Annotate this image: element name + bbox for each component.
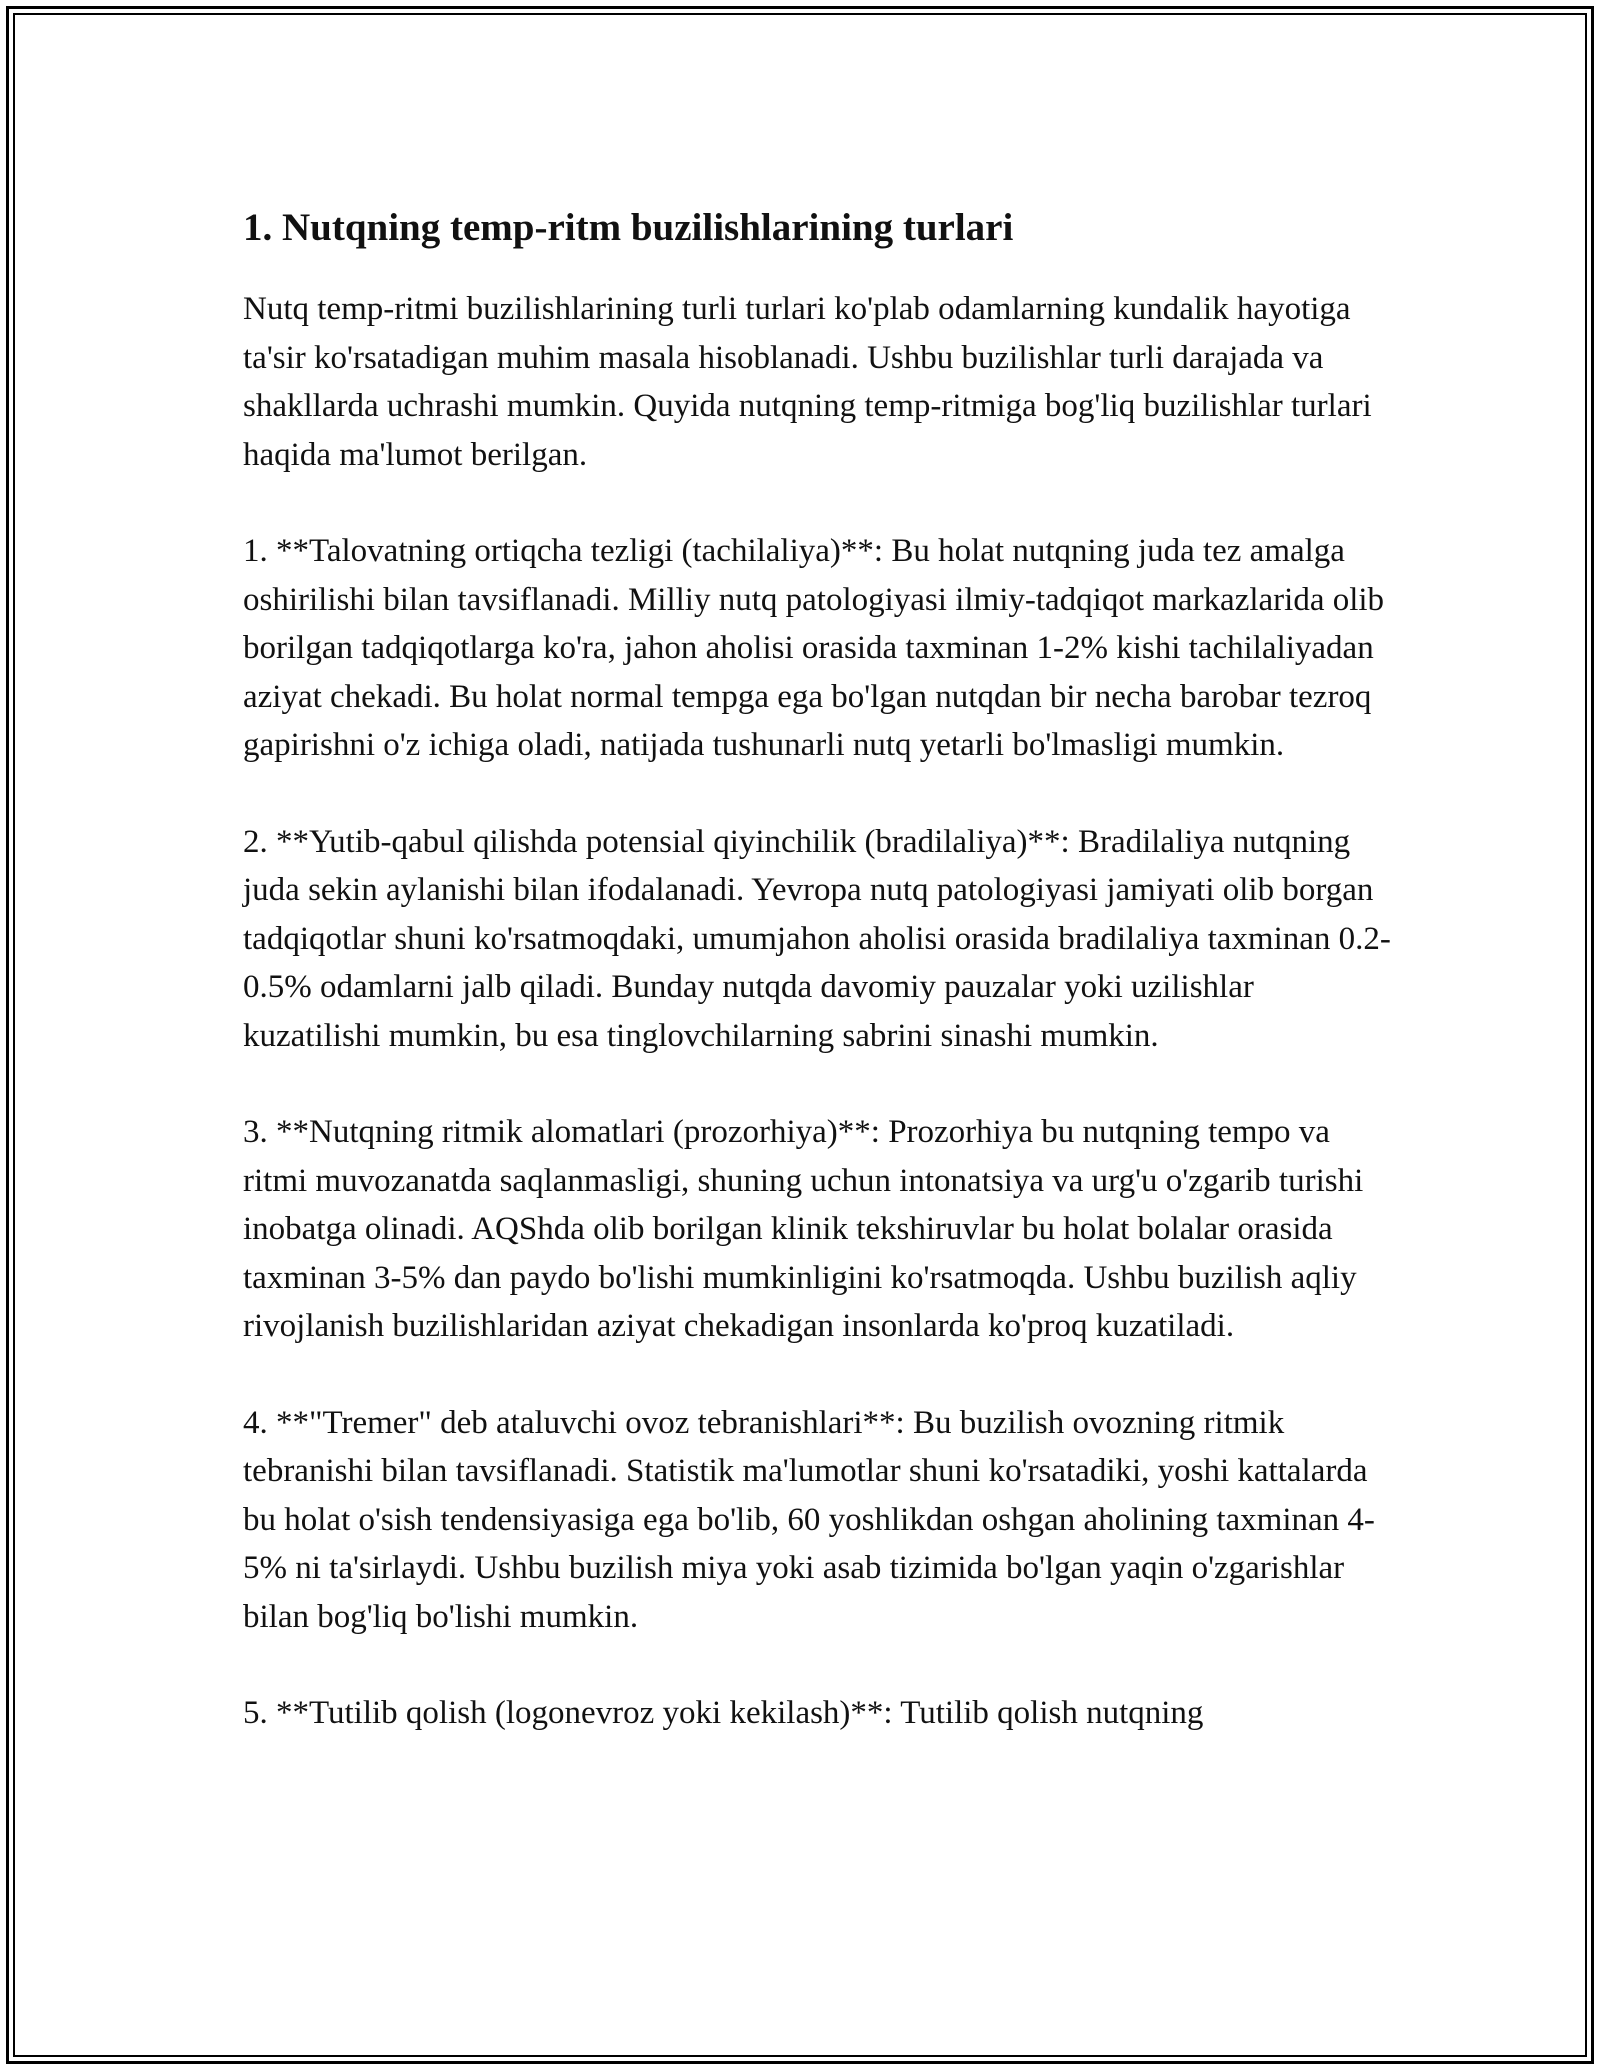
paragraph-bradilaliya: 2. **Yutib-qabul qilishda potensial qiyinchilik (bradilaliya)**: Bradilaliya nutqning juda sekin aylanishi bilan ifodalanadi. Yevropa nutq patologiyasi jamiyati olib borgan tadqiqotlar shuni ko'rsatmoqdaki, umumjahon aholisi orasida bradilaliya taxminan 0.2-0.5% odamlarni jalb qiladi. Bunday nutqda davomiy pauzalar yoki uzilishlar kuzatilishi mumkin, bu esa tinglovchilarning sabrini sinashi mumkin. <box>243 823 1391 1054</box>
page-title: 1. Nutqning temp-ritm buzilishlarining turlari <box>243 206 1014 249</box>
page-frame-inner <box>13 13 1587 2057</box>
paragraph-tutilib-qolish: 5. **Tutilib qolish (logonevroz yoki kekilash)**: Tutilib qolish nutqning <box>243 1695 1204 1731</box>
page-frame-outer <box>6 6 1594 2064</box>
intro-paragraph: Nutq temp-ritmi buzilishlarining turli turlari ko'plab odamlarning kundalik hayotiga ta'sir ko'rsatadigan muhim masala hisoblanadi. Ushbu buzilishlar turli darajada va shakllarda uchrashi mumkin. Quyida nutqning temp-ritmiga bog'liq buzilishlar turlari haqida ma'lumot berilgan. <box>243 291 1372 473</box>
paragraph-tremer: 4. **"Tremer" deb ataluvchi ovoz tebranishlari**: Bu buzilish ovozning ritmik tebranishi bilan tavsiflanadi. Statistik ma'lumotlar shuni ko'rsatadiki, yoshi kattalarda bu holat o'sish tendensiyasiga ega bo'lib, 60 yoshlikdan oshgan aholining taxminan 4-5% ni ta'sirlaydi. Ushbu buzilish miya yoki asab tizimida bo'lgan yaqin o'zgarishlar bilan bog'liq bo'lishi mumkin. <box>243 1404 1375 1635</box>
paragraph-tachilaliya: 1. **Talovatning ortiqcha tezligi (tachilaliya)**: Bu holat nutqning juda tez amalga oshirilishi bilan tavsiflanadi. Milliy nutq patologiyasi ilmiy-tadqiqot markazlarida olib borilgan tadqiqotlarga ko'ra, jahon aholisi orasida taxminan 1-2% kishi tachilaliyadan aziyat chekadi. Bu holat normal tempga ega bo'lgan nutqdan bir necha barobar tezroq gapirishni o'z ichiga oladi, natijada tushunarli nutq yetarli bo'lmasligi mumkin. <box>243 533 1385 763</box>
paragraph-prozorhiya: 3. **Nutqning ritmik alomatlari (prozorhiya)**: Prozorhiya bu nutqning tempo va ritmi muvozanatda saqlanmasligi, shuning uchun intonatsiya va urg'u o'zgarib turishi inobatga olinadi. AQShda olib borilgan klinik tekshiruvlar bu holat bolalar orasida taxminan 3-5% dan paydo bo'lishi mumkinligini ko'rsatmoqda. Ushbu buzilish aqliy rivojlanish buzilishlaridan aziyat chekadigan insonlarda ko'proq kuzatiladi. <box>243 1114 1364 1344</box>
document-body <box>243 199 1393 1786</box>
